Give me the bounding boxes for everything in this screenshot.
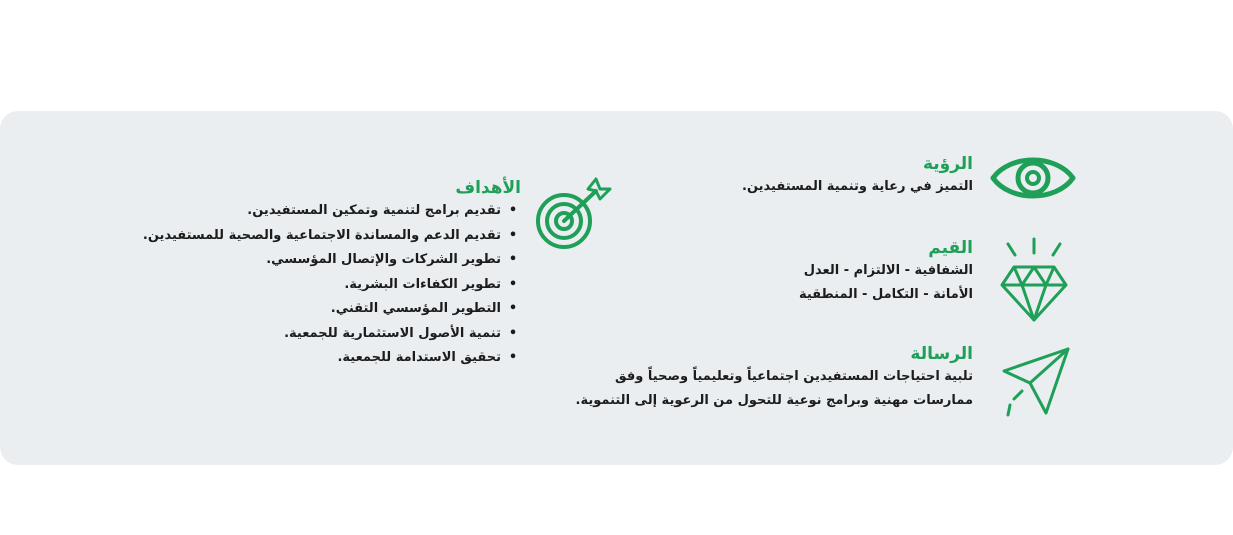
goals-list xyxy=(143,199,521,371)
about-panel xyxy=(0,111,1233,465)
goals-section xyxy=(143,177,521,371)
bullet: • xyxy=(508,252,518,267)
values-line-1: الشفافية - الالتزام - العدل xyxy=(803,263,973,278)
goals-item: •تقديم الدعم والمساندة الاجتماعية والصحية للمستفيدين. xyxy=(143,224,521,249)
bullet: • xyxy=(508,301,518,316)
bullet: • xyxy=(508,350,518,365)
paper-plane-icon xyxy=(1002,347,1074,425)
goals-item: •تطوير الشركات والإتصال المؤسسي. xyxy=(143,248,521,273)
values-section xyxy=(799,237,973,307)
target-icon xyxy=(534,177,612,255)
goals-item: •تقديم برامج لتنمية وتمكين المستفيدين. xyxy=(143,199,521,224)
mission-title: الرسالة xyxy=(910,344,973,364)
vision-title: الرؤية xyxy=(922,154,973,174)
mission-line-2: ممارسات مهنية وبرامج نوعية للتحول من الرعوية إلى التنموية. xyxy=(575,393,973,408)
goals-item: •التطوير المؤسسي التقني. xyxy=(143,297,521,322)
values-title: القيم xyxy=(928,238,973,258)
goals-title: الأهداف xyxy=(455,178,521,198)
bullet: • xyxy=(508,325,518,341)
goals-item: •تطوير الكفاءات البشرية. xyxy=(143,273,521,298)
diamond-icon xyxy=(996,237,1072,329)
bullet: • xyxy=(508,227,518,243)
values-line-2: الأمانة - التكامل - المنطقية xyxy=(798,287,973,302)
vision-section xyxy=(742,153,973,199)
goals-item: •تنمية الأصول الاستثمارية للجمعية. xyxy=(143,322,521,347)
eye-icon xyxy=(990,151,1076,209)
vision-text: التميز في رعاية وتنمية المستفيدين. xyxy=(742,179,973,194)
bullet: • xyxy=(508,203,518,218)
bullet: • xyxy=(508,276,518,292)
mission-line-1: تلبية احتياجات المستفيدين اجتماعياً وتعليمياً وصحياً وفق xyxy=(615,369,973,384)
mission-section xyxy=(576,343,974,413)
goals-item: •تحقيق الاستدامة للجمعية. xyxy=(143,346,521,371)
